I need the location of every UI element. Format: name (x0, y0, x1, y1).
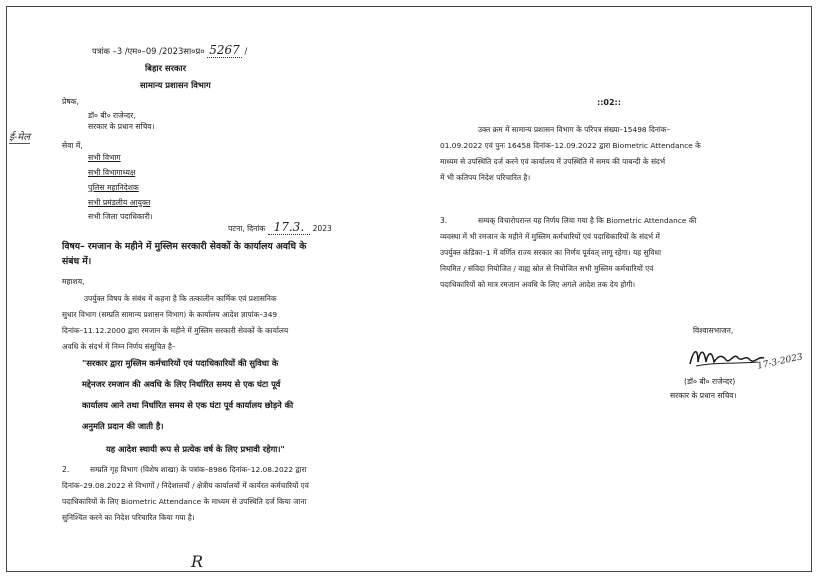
reference-suffix: / (244, 46, 248, 56)
place-date (228, 222, 332, 234)
sender-title: सरकार के प्रधान सचिव। (88, 122, 155, 131)
paragraph-two (62, 462, 309, 526)
paragraph-line: दिनांक–11.12.2000 द्वारा रमजान के महीने में मुस्लिम सरकारी सेवकों के कार्यालय (62, 326, 289, 335)
paragraph-line: व्यवस्था में भी रमजान के महीने में मुस्लिम कर्मचारियों एवं पदाधिकारियों के संदर्भ में (440, 232, 660, 241)
recipient-item: पुलिस महानिदेशक (88, 183, 139, 192)
to-label: सेवा में, (62, 141, 83, 150)
place-date-prefix: पटना, दिनांक (228, 224, 266, 233)
paragraph-line: सम्प्रति गृह विभाग (विशेष शाखा) के पत्रांक–8986 दिनांक–12.08.2022 द्वारा (90, 465, 307, 474)
paragraph-line: उपर्युक्त विषय के संबंध में कहना है कि तत्कालीन कार्मिक एवं प्रशासनिक (84, 294, 277, 303)
salutation: महाशय, (62, 277, 85, 286)
sender-label: प्रेषक, (62, 97, 79, 106)
signature-date: 17-3-2023 (756, 352, 804, 372)
quote-line: मद्देनजर रमजान की अवधि के लिए निर्धारित समय से एक घंटा पूर्व (82, 379, 281, 389)
date-year: 2023 (312, 224, 332, 233)
quote-line: "सरकार द्वारा मुस्लिम कर्मचारियों एवं पदाधिकारियों की सुविधा के (82, 358, 279, 368)
paragraph-line: में भी कतिपय निदेश परिचारित है। (440, 173, 531, 182)
closing-line: विश्वासभाजन, (693, 326, 734, 335)
paragraph-line: सुनिश्चित करने का निदेश परिचारित किया गया है। (62, 513, 195, 522)
paragraph-two-number: 2. (62, 465, 70, 474)
reference-number: 5267 (209, 43, 240, 57)
recipient-item: सभी विभाग (88, 153, 121, 162)
paragraph-continued (440, 122, 701, 186)
recipient-item: सभी जिला पदाधिकारी। (88, 212, 153, 221)
signer-title: सरकार के प्रधान सचिव। (670, 391, 737, 400)
paragraph-line: उपर्युक्त कंडिका–1 में वर्णित राज्य सरकार का निर्णय पूर्ववत् लागू रहेगा। यह सुविधा (440, 248, 661, 257)
quoted-order (82, 353, 293, 437)
paragraph-one (62, 291, 288, 355)
email-mark: ई-मेल (9, 129, 30, 144)
recipient-item: सभी प्रमंडलीय आयुक्त (88, 198, 151, 207)
reference-prefix: पत्रांक –3 /एम०–09 /2023सा०प्र० (92, 46, 205, 56)
quote-line: कार्यालय आने तथा निर्धारित समय से एक घंटा पूर्व कार्यालय छोड़ने की (82, 400, 294, 410)
department-name: सामान्य प्रशासन विभाग (140, 80, 211, 90)
page-initial: R (191, 552, 204, 571)
page-number: ::02:: (597, 98, 621, 107)
handwritten-date: 17.3. (268, 220, 311, 235)
reference-line (92, 45, 247, 56)
paragraph-line: अवधि के संदर्भ में निम्न निर्णय संसूचित है– (62, 342, 176, 351)
paragraph-line: सुधार विभाग (सम्प्रति सामान्य प्रशासन विभाग) के कार्यालय आदेश ज्ञापांक–349 (62, 310, 278, 319)
paragraph-line: उक्त क्रम में सामान्य प्रशासन विभाग के परिपत्र संख्या–15498 दिनांक– (478, 125, 671, 134)
paragraph-three (440, 213, 696, 293)
paragraph-line: सम्यक् विचारोपरान्त यह निर्णय लिया गया है कि Biometric Attendance की (478, 216, 697, 225)
subject-line: विषय– रमजान के महीने में मुस्लिम सरकारी सेवकों के कार्यालय अवधि के (62, 241, 307, 252)
subject-line: संबंध में। (62, 256, 92, 267)
quote-line: अनुमति प्रदान की जाती है। (82, 421, 164, 431)
quote-end: यह आदेश स्थायी रूप से प्रत्येक वर्ष के लिए प्रभावी रहेगा।" (106, 444, 285, 454)
paragraph-line: माध्यम से उपस्थिति दर्ज करने एवं कार्यालय में उपस्थिति में समय की पाबन्दी के संदर्भ (440, 157, 666, 166)
paragraph-line: दिनांक–29.08.2022 से विभागों / निदेशालयों / क्षेत्रीय कार्यालयों में कार्यरत कर्मचारियों एवं (62, 481, 309, 490)
sender-name: डॉ० बी० राजेन्दर, (88, 111, 136, 120)
paragraph-line: पदाधिकारियों को मात्र रमजान अवधि के लिए अगले आदेश तक देय होगी। (440, 280, 636, 289)
organization-name: बिहार सरकार (145, 63, 187, 73)
paragraph-line: नियमित / संविदा नियोजित / वाह्य स्रोत से नियोजित सभी मुस्लिम कर्मचारियों एवं (440, 264, 654, 273)
recipient-item: सभी विभागाध्यक्ष (88, 168, 136, 177)
paragraph-line: पदाधिकारियों के लिए Biometric Attendance के माध्यम से उपस्थिति दर्ज किया जाना (62, 497, 307, 506)
paragraph-three-number: 3. (440, 216, 448, 225)
signer-name: (डॉ० बी० राजेन्दर) (684, 377, 736, 386)
paragraph-line: 01.09.2022 एवं पुनः 16458 दिनांक–12.09.2022 द्वारा Biometric Attendance के (440, 141, 701, 150)
